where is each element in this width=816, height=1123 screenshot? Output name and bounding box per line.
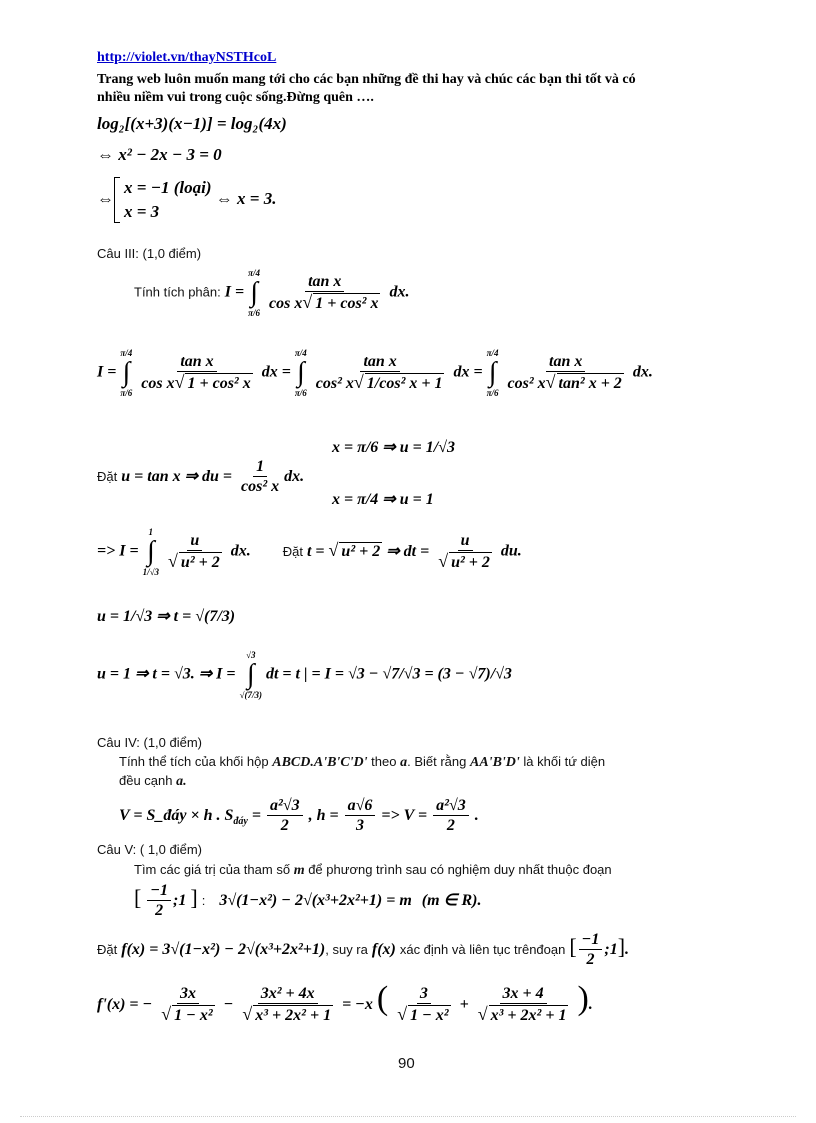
- cau4-heading: Câu IV: (1,0 điểm): [97, 735, 203, 750]
- cau4-task-line2: đều cạnh a.: [119, 773, 187, 789]
- quadratic-equation: ⇔ x² − 2x − 3 = 0: [97, 145, 222, 164]
- u-bound-2: u = 1 ⇒ t = √3.: [97, 665, 195, 683]
- cau4-task: Tính thể tích của khối hộp ABCD.A'B'C'D' theo a. Biết rằng AA'B'D' là khối tứ diện: [119, 754, 606, 770]
- cau5-task: Tìm các giá trị của tham số m để phương trình sau có nghiệm duy nhất thuộc đoạn: [134, 862, 612, 878]
- case-result: ⇔ x = 3.: [215, 188, 277, 208]
- bound-upper: x = π/4 ⇒ u = 1: [332, 491, 434, 508]
- dat-label: Đặt: [97, 469, 118, 485]
- case-2: x = 3: [124, 202, 160, 221]
- intro-line-2: nhiều niềm vui trong cuộc sống.Đừng quên ….: [97, 90, 374, 105]
- derivative: f'(x) = − $\frac{3x}{\text{√ 1 − x²}}$ − $\frac{\text{3x² + 4x}}{\text{√ x³ + 2x² + 1}}$ = −x ( $\frac{3}{\text{√ 1 − x²}}$ + $\frac{3x + 4}{\text{√ x³ + 2x² + 1}}$ ).: [97, 980, 593, 1024]
- volume-formula-text: V = S_đáy × h: [119, 807, 213, 825]
- cau3-heading: Câu III: (1,0 điểm): [97, 246, 202, 261]
- task-label: Tính tích phân:: [134, 284, 221, 300]
- integral-u: => I = 1 ∫ 1/√3 $\frac{u}{\text{√ u² + 2}}$ dx. Đặt t = √ u² + 2 ⇒ dt = $\frac{u}{\text{√ u² + 2}}$ du.: [97, 527, 522, 577]
- page-number: 90: [398, 1055, 415, 1072]
- bound-lower: x = π/6 ⇒ u = 1/√3: [332, 439, 455, 456]
- cau5-heading: Câu V: ( 1,0 điểm): [97, 842, 203, 857]
- footer-divider: [20, 1116, 796, 1117]
- intro-line-1: Trang web luôn muốn mang tới cho các bạn những đề thi hay và chúc các bạn thi tốt và có: [97, 72, 636, 87]
- integral-lead: I =: [224, 283, 245, 301]
- integral-transform: I = π/4 ∫ π/6 $\frac{\text{tan x}}{\text{cos x√ 1 + cos² x}}$ dx = π/4 ∫ π/6 $\frac{\text{tan x}}{\text{cos² x√ 1/cos² x + 1}}$ dx = π/4 ∫ π/6 $\frac{\text{tan x}}{\text{cos² x√ tan² x + 2}}$ dx.: [97, 348, 653, 398]
- case-1: x = −1 (loại): [124, 178, 212, 197]
- substitution-u: Đặt u = tan x ⇒ du = $\frac{1}{\text{cos² x}}$ dx.: [97, 458, 305, 495]
- subst-u: u = tan x ⇒ du =: [121, 468, 233, 486]
- integral-statement: Tính tích phân: I = π/4 ∫ π/6 $\frac{\text{tan x}}{\text{cos x√ 1 + cos² x}}$ dx.: [134, 268, 410, 318]
- cau5-equation: [ $\frac{-1}{2}$ ;1 ] : 3√(1−x²) − 2√(x³+2x²+1) = m (m ∈ R).: [134, 882, 482, 919]
- parameter-equation: 3√(1−x²) − 2√(x³+2x²+1) = m: [219, 892, 412, 910]
- f-definition: Đặt f(x) = 3√(1−x²) − 2√(x³+2x²+1), suy ra f(x) xác định và liên tục trênđoạn [ $\frac{-1}{2}$ ;1].: [97, 931, 630, 968]
- case-system: ⇔ x = −1 (loại) x = 3 ⇔ x = 3.: [97, 176, 276, 224]
- param-domain: (m ∈ R).: [421, 892, 482, 910]
- dat2-label: Đặt: [282, 543, 303, 559]
- u-bound-1: u = 1/√3 ⇒ t = √(7/3): [97, 608, 236, 625]
- final-result: I = √3 − √7/√3 = (3 − √7)/√3: [324, 665, 512, 683]
- website-link[interactable]: http://violet.vn/thayNSTHcoL: [97, 50, 277, 65]
- final-integral: u = 1 ⇒ t = √3. ⇒ I = √3 ∫ √(7/3) dt = t | = I = √3 − √7/√3 = (3 − √7)/√3: [97, 650, 512, 700]
- volume-formula: V = S_đáy × h . $S_{đáy}$ = $\frac{\text{a²√3}}{2}$ , h = $\frac{a√6}{3}$ => V = $\frac{\text{a²√3}}{2}$ .: [119, 797, 479, 834]
- log-equation: log₂[(x+3)(x−1)] = log₂(4x): [97, 114, 287, 133]
